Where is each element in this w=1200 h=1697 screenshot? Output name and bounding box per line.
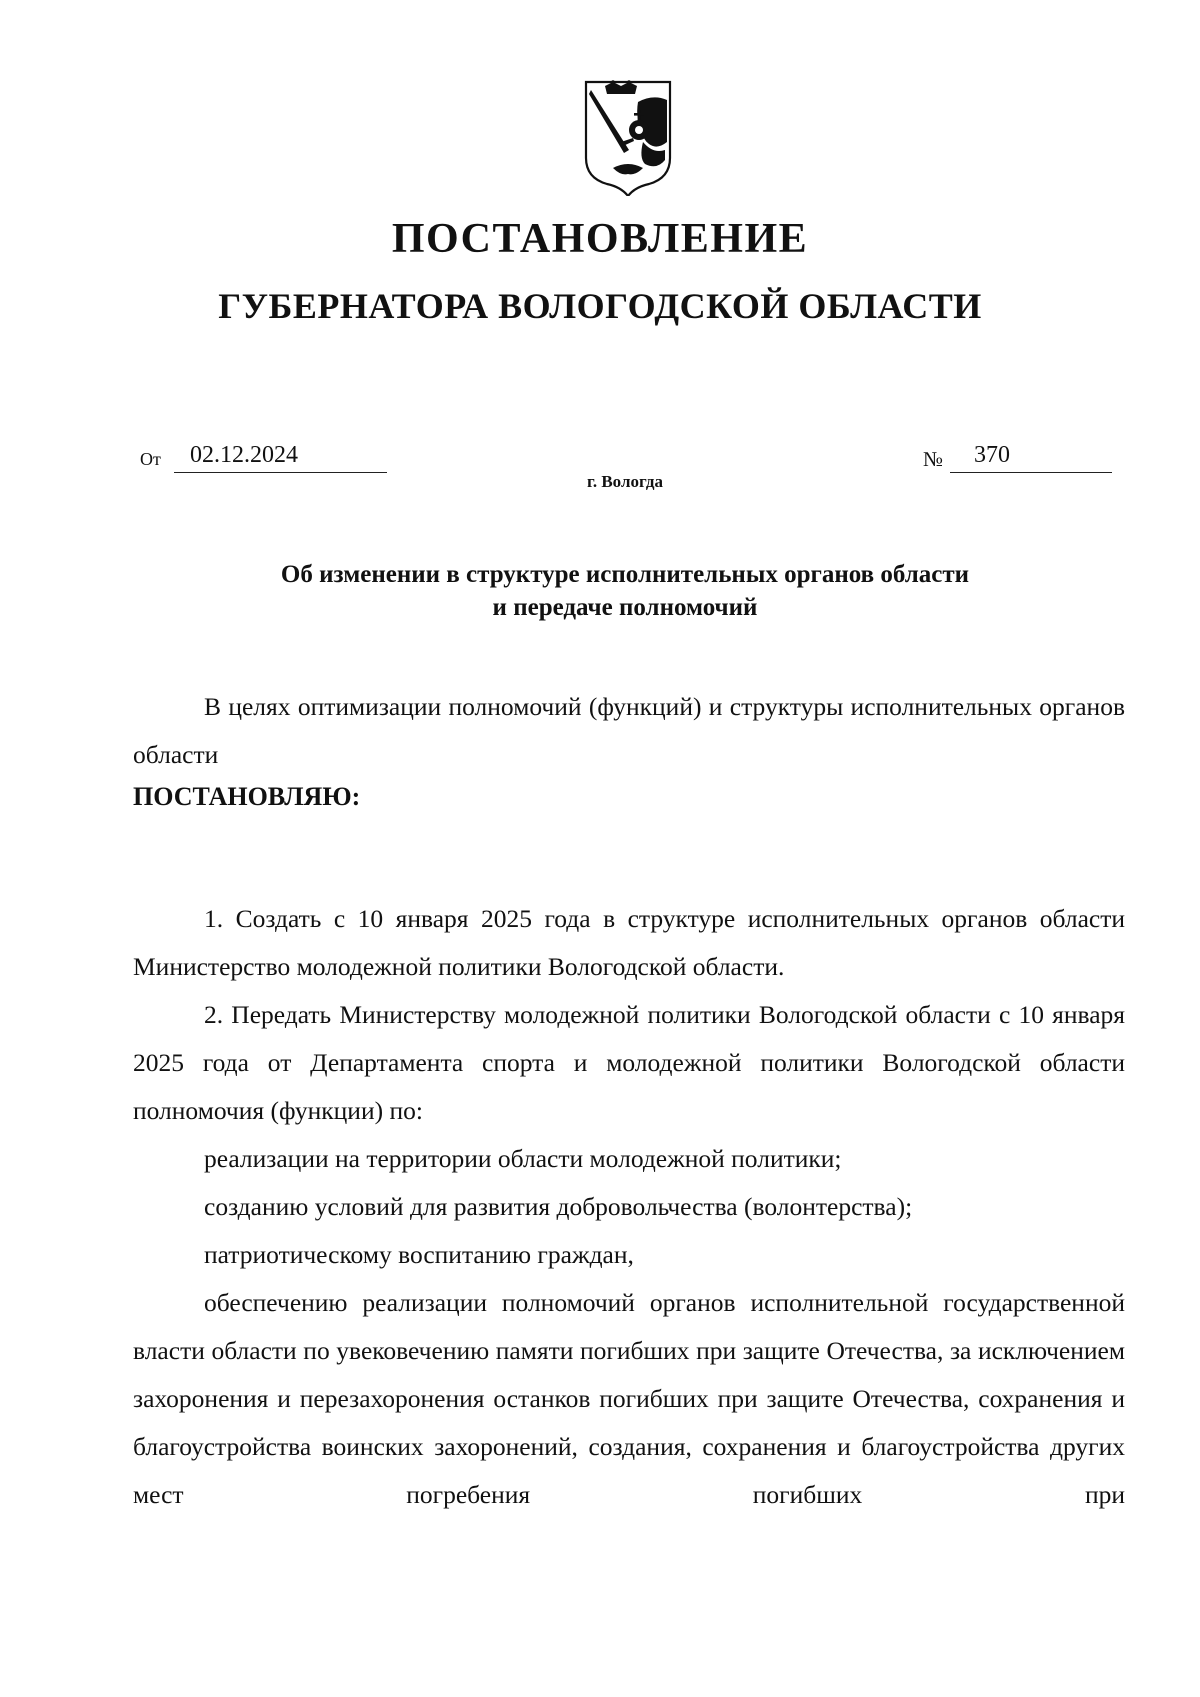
decree-heading: ПОСТАНОВЛЯЮ: <box>133 782 361 811</box>
city-label: г. Вологда <box>587 472 663 491</box>
document-subject <box>0 558 1200 624</box>
subject-line: и передаче полномочий <box>492 594 758 621</box>
power-list-item: созданию условий для развития добровольчества (волонтерства); <box>204 1192 913 1221</box>
decree-item-1: 1. Создать с 10 января 2025 года в структуре исполнительных органов области Министерство молодежной политики Вологодской области. <box>133 904 1125 981</box>
date-prefix-label: От <box>140 449 161 469</box>
power-list-item: реализации на территории области молодежной политики; <box>204 1144 842 1173</box>
document-authority-title: ГУБЕРНАТОРА ВОЛОГОДСКОЙ ОБЛАСТИ <box>218 286 982 326</box>
number-prefix-label: № <box>923 447 944 471</box>
preamble-paragraph: В целях оптимизации полномочий (функций) и структуры исполнительных органов области <box>133 692 1125 769</box>
document-date: 02.12.2024 <box>174 440 387 473</box>
document-type-title: ПОСТАНОВЛЕНИЕ <box>391 216 809 262</box>
decree-item-2: 2. Передать Министерству молодежной политики Вологодской области с 10 января 2025 года от Департамента спорта и молодежной политики Вологодской области полномочия (функции) по: <box>133 1000 1125 1125</box>
coat-of-arms-icon <box>583 80 673 196</box>
document-number: 370 <box>950 440 1112 473</box>
power-list-item: обеспечению реализации полномочий органов исполнительной государственной власти области по увековечению памяти погибших при защите Отечества, за исключением захоронения и перезахоронения останков погибших при защите Отечества, сохранения и благоустройства воинских захоронений, создания, сохранения и благоустройства других мест погребения погибших при <box>133 1288 1125 1509</box>
subject-line: Об изменении в структуре исполнительных органов области <box>280 561 970 588</box>
power-list-item: патриотическому воспитанию граждан, <box>204 1240 634 1269</box>
